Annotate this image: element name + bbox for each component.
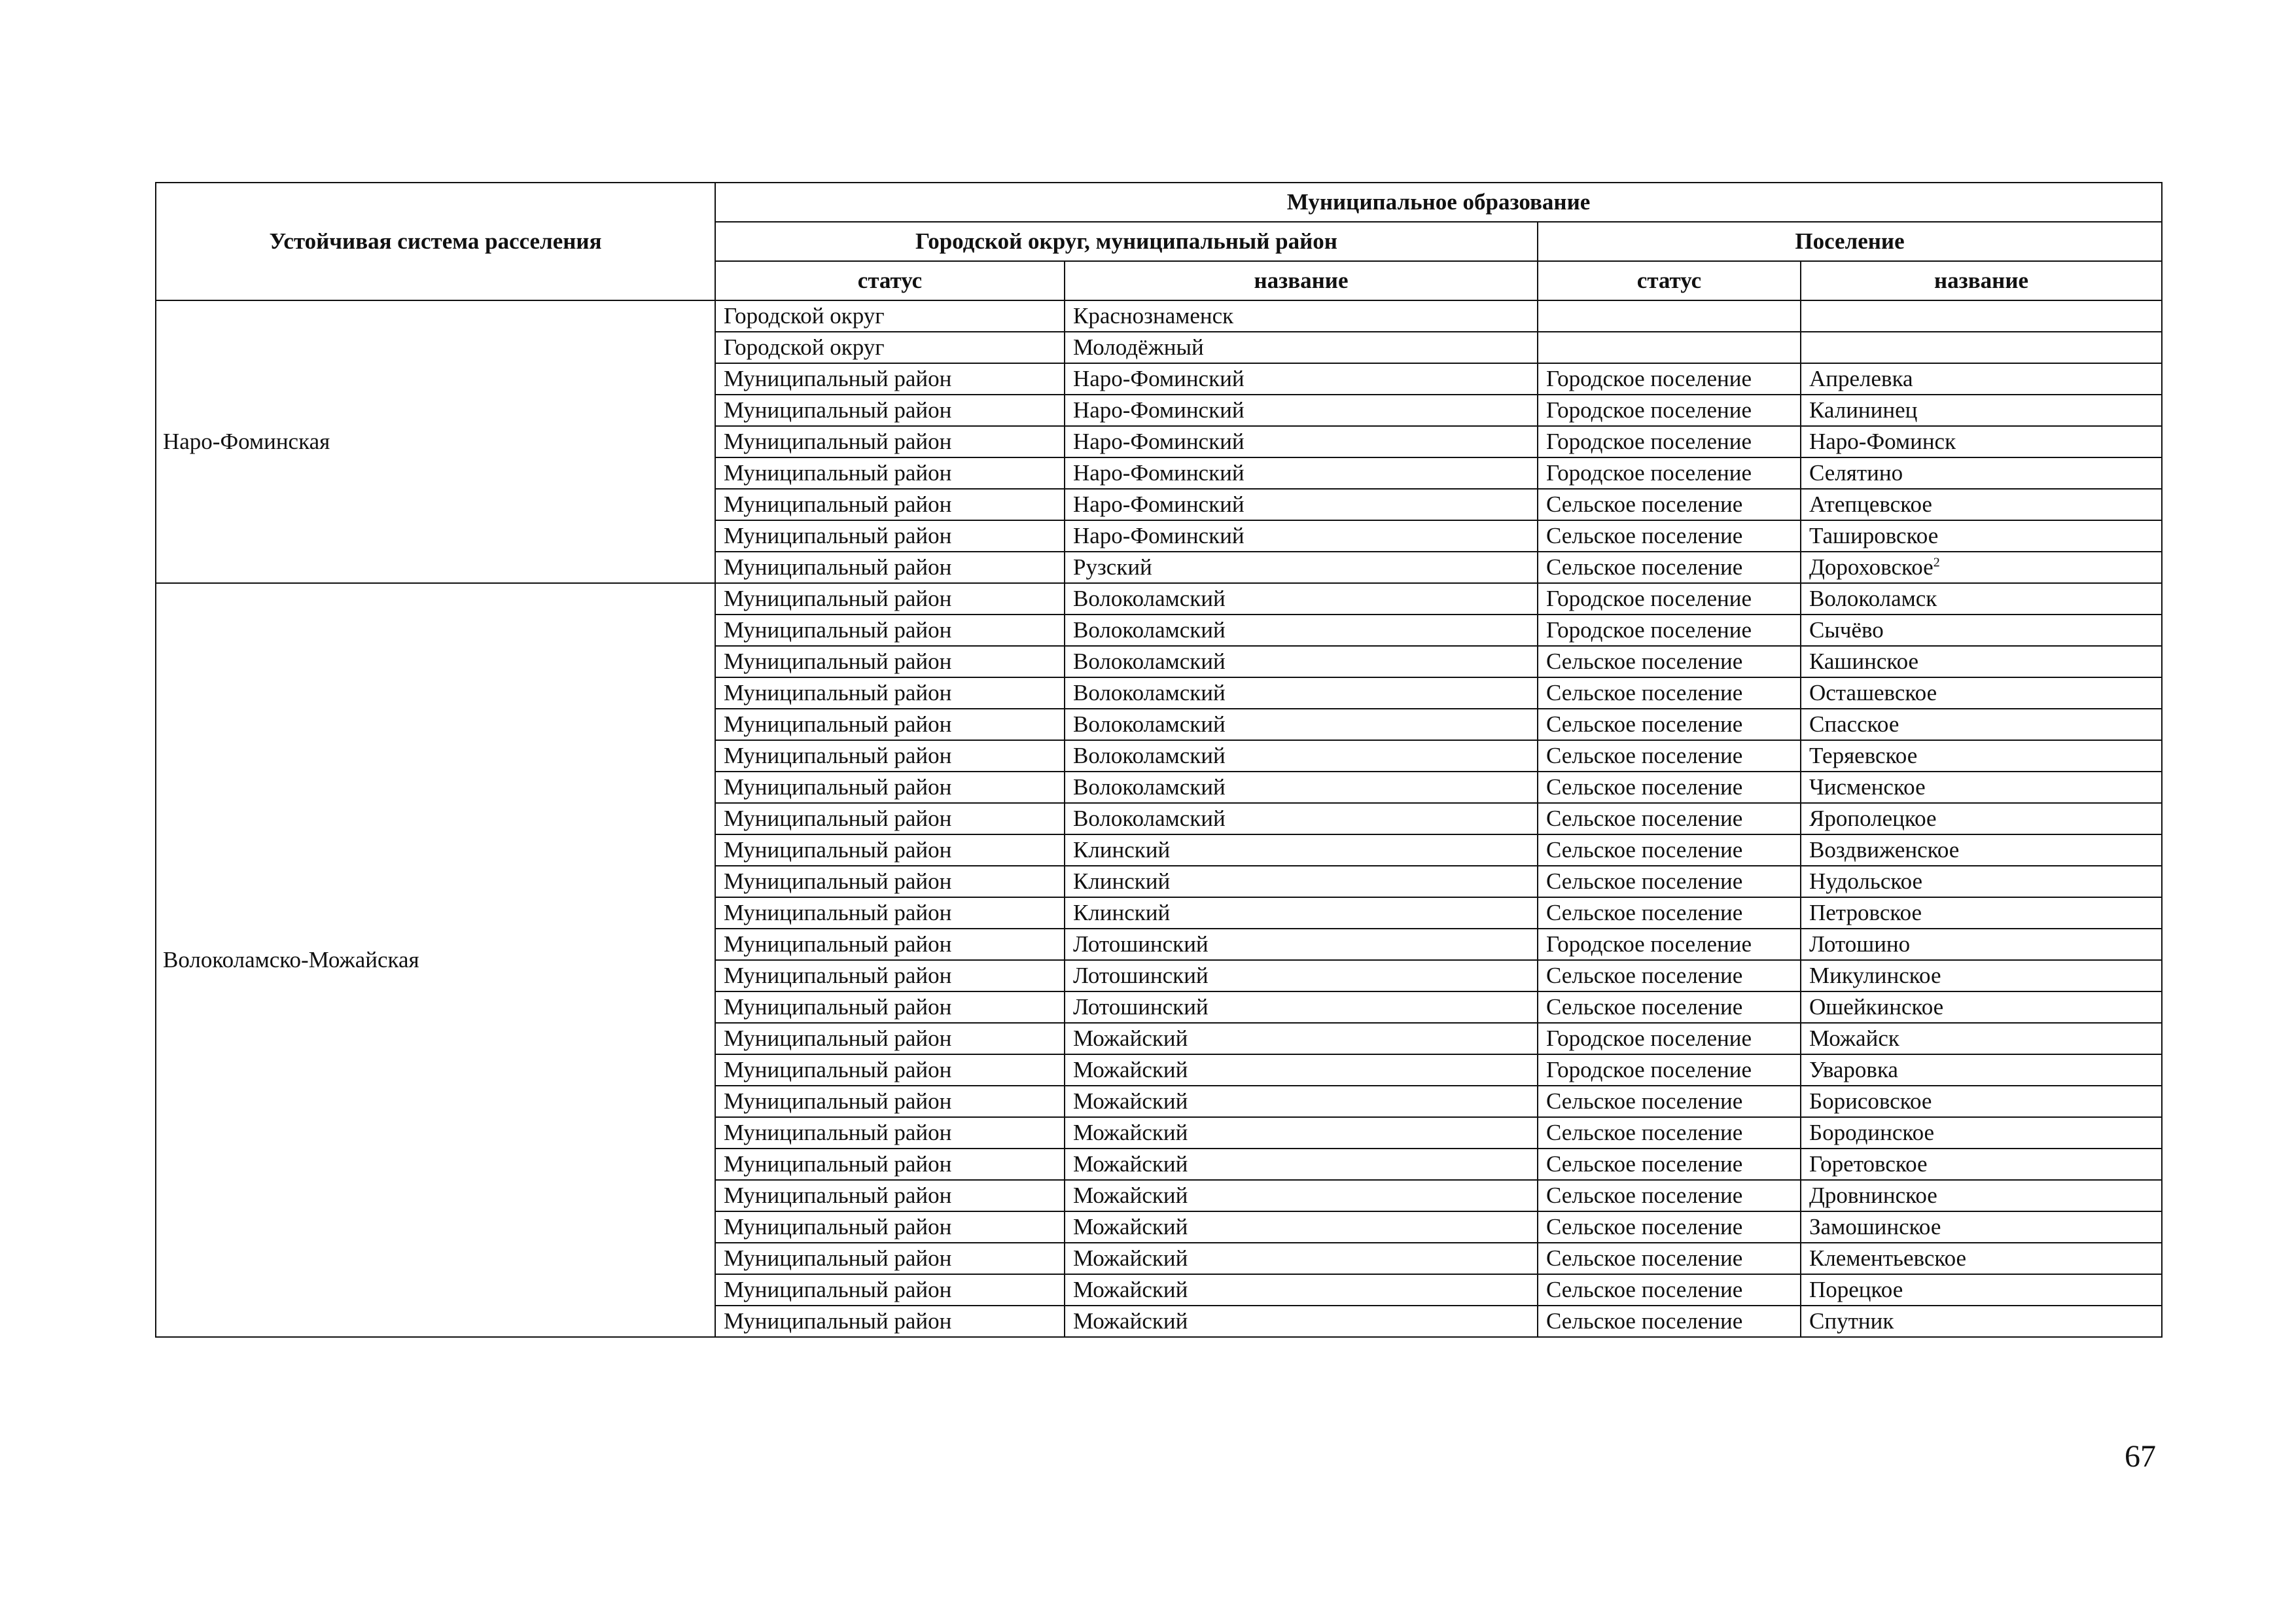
district-status-cell	[715, 583, 1065, 615]
district-status-text: Муниципальный район	[724, 1308, 952, 1334]
footnote-marker: 2	[1933, 554, 1940, 569]
settlement-name-cell	[1801, 1274, 2162, 1306]
settlement-status-text: Сельское поселение	[1546, 679, 1743, 705]
settlement-name-text: Борисовское	[1809, 1088, 1932, 1114]
settlement-status-text: Городское поселение	[1546, 616, 1752, 643]
settlement-name-cell	[1801, 615, 2162, 646]
settlement-name-cell	[1801, 426, 2162, 457]
settlement-name-text: Петровское	[1809, 899, 1922, 925]
settlement-status-text: Сельское поселение	[1546, 962, 1743, 988]
district-name-text: Можайский	[1073, 1056, 1188, 1082]
district-name-cell	[1065, 677, 1538, 709]
settlement-status-cell	[1538, 772, 1801, 803]
header-settlement-name: название	[1801, 261, 2162, 300]
settlement-name-text: Атепцевское	[1809, 491, 1932, 517]
district-status-text: Муниципальный район	[724, 585, 952, 611]
settlement-status-text: Городское поселение	[1546, 459, 1752, 486]
district-name-text: Волоколамский	[1073, 616, 1226, 643]
settlement-name-text: Микулинское	[1809, 962, 1941, 988]
settlement-name-cell	[1801, 552, 2162, 583]
district-status-cell	[715, 1274, 1065, 1306]
district-name-text: Волоколамский	[1073, 742, 1226, 768]
district-name-text: Можайский	[1073, 1245, 1188, 1271]
district-status-cell	[715, 960, 1065, 991]
settlement-name-text: Апрелевка	[1809, 365, 1913, 391]
district-name-cell	[1065, 552, 1538, 583]
district-name-cell	[1065, 1180, 1538, 1211]
district-name-text: Волоколамский	[1073, 711, 1226, 737]
table-row	[156, 300, 2162, 332]
settlement-status-text: Городское поселение	[1546, 428, 1752, 454]
district-status-text: Муниципальный район	[724, 931, 952, 957]
district-status-cell	[715, 991, 1065, 1023]
header-district-status: статус	[715, 261, 1065, 300]
settlement-status-cell	[1538, 457, 1801, 489]
district-name-text: Волоколамский	[1073, 805, 1226, 831]
district-status-text: Муниципальный район	[724, 1119, 952, 1145]
district-name-cell	[1065, 960, 1538, 991]
settlement-name-text: Теряевское	[1809, 742, 1918, 768]
settlement-status-text: Городское поселение	[1546, 931, 1752, 957]
settlement-name-cell	[1801, 1211, 2162, 1243]
district-status-text: Городской округ	[724, 302, 885, 329]
district-name-cell	[1065, 740, 1538, 772]
settlement-status-text: Сельское поселение	[1546, 774, 1743, 800]
district-status-cell	[715, 1243, 1065, 1274]
settlement-name-text: Можайск	[1809, 1025, 1899, 1051]
district-status-cell	[715, 615, 1065, 646]
settlement-name-text: Осташевское	[1809, 679, 1937, 705]
settlement-name-cell	[1801, 929, 2162, 960]
settlement-name-cell	[1801, 489, 2162, 520]
settlement-status-cell	[1538, 1243, 1801, 1274]
settlement-name-text: Горетовское	[1809, 1150, 1928, 1177]
settlement-name-text: Нудольское	[1809, 868, 1923, 894]
settlement-status-text: Сельское поселение	[1546, 522, 1743, 548]
table-row	[156, 583, 2162, 615]
district-name-cell	[1065, 489, 1538, 520]
settlement-name-text: Воздвиженское	[1809, 836, 1960, 863]
district-status-text: Городской округ	[724, 334, 885, 360]
district-status-text: Муниципальный район	[724, 1025, 952, 1051]
district-status-cell	[715, 1180, 1065, 1211]
district-name-text: Можайский	[1073, 1213, 1188, 1240]
district-name-text: Можайский	[1073, 1308, 1188, 1334]
settlement-status-text: Сельское поселение	[1546, 1119, 1743, 1145]
settlement-name-text: Чисменское	[1809, 774, 1926, 800]
settlement-name-text: Наро-Фоминск	[1809, 428, 1956, 454]
settlement-name-text: Лотошино	[1809, 931, 1911, 957]
settlement-name-text: Уваровка	[1809, 1056, 1898, 1082]
district-status-cell	[715, 834, 1065, 866]
district-status-cell	[715, 740, 1065, 772]
district-name-cell	[1065, 1054, 1538, 1086]
header-settlement-group: Поселение	[1538, 222, 2162, 261]
settlement-status-text: Городское поселение	[1546, 1056, 1752, 1082]
district-name-text: Лотошинский	[1073, 993, 1209, 1020]
settlement-status-cell	[1538, 615, 1801, 646]
settlement-name-cell	[1801, 803, 2162, 834]
district-name-cell	[1065, 583, 1538, 615]
district-name-text: Лотошинский	[1073, 962, 1209, 988]
settlement-name-text: Волоколамск	[1809, 585, 1937, 611]
district-name-cell	[1065, 615, 1538, 646]
district-name-cell	[1065, 395, 1538, 426]
settlement-status-cell	[1538, 897, 1801, 929]
district-name-cell	[1065, 1117, 1538, 1149]
district-status-text: Муниципальный район	[724, 522, 952, 548]
district-status-text: Муниципальный район	[724, 868, 952, 894]
district-name-cell	[1065, 834, 1538, 866]
settlement-name-cell	[1801, 991, 2162, 1023]
district-status-text: Муниципальный район	[724, 365, 952, 391]
district-status-text: Муниципальный район	[724, 616, 952, 643]
district-status-cell	[715, 1086, 1065, 1117]
district-name-cell	[1065, 803, 1538, 834]
district-status-cell	[715, 1306, 1065, 1337]
district-name-text: Наро-Фоминский	[1073, 522, 1245, 548]
district-status-cell	[715, 709, 1065, 740]
settlement-name-cell	[1801, 1149, 2162, 1180]
district-name-text: Наро-Фоминский	[1073, 491, 1245, 517]
district-name-cell	[1065, 709, 1538, 740]
settlement-system-cell: Волоколамско-Можайская	[156, 583, 715, 1337]
district-name-cell	[1065, 1023, 1538, 1054]
district-status-text: Муниципальный район	[724, 836, 952, 863]
district-status-cell	[715, 897, 1065, 929]
settlement-status-text: Сельское поселение	[1546, 1276, 1743, 1302]
district-status-cell	[715, 489, 1065, 520]
settlement-name-cell	[1801, 520, 2162, 552]
settlement-status-text: Сельское поселение	[1546, 993, 1743, 1020]
district-name-text: Лотошинский	[1073, 931, 1209, 957]
district-status-cell	[715, 457, 1065, 489]
district-name-text: Клинский	[1073, 868, 1171, 894]
district-status-cell	[715, 772, 1065, 803]
settlement-status-cell	[1538, 1149, 1801, 1180]
settlement-name-cell	[1801, 457, 2162, 489]
settlement-name-cell	[1801, 1023, 2162, 1054]
district-name-cell	[1065, 520, 1538, 552]
district-status-text: Муниципальный район	[724, 742, 952, 768]
settlement-status-cell	[1538, 1054, 1801, 1086]
settlement-status-cell	[1538, 300, 1801, 332]
settlement-name-text: Ярополецкое	[1809, 805, 1937, 831]
settlement-status-text: Сельское поселение	[1546, 1213, 1743, 1240]
district-status-cell	[715, 1149, 1065, 1180]
settlement-status-cell	[1538, 740, 1801, 772]
district-name-cell	[1065, 866, 1538, 897]
settlement-name-text: Калининец	[1809, 397, 1918, 423]
settlement-status-cell	[1538, 1306, 1801, 1337]
district-status-text: Муниципальный район	[724, 679, 952, 705]
district-status-cell	[715, 677, 1065, 709]
settlement-status-cell	[1538, 1086, 1801, 1117]
district-name-text: Рузский	[1073, 554, 1152, 580]
settlement-status-cell	[1538, 866, 1801, 897]
header-district-name: название	[1065, 261, 1538, 300]
settlement-status-cell	[1538, 677, 1801, 709]
district-name-text: Можайский	[1073, 1025, 1188, 1051]
settlement-name-cell	[1801, 583, 2162, 615]
district-status-text: Муниципальный район	[724, 1182, 952, 1208]
settlement-name-text: Дровнинское	[1809, 1182, 1937, 1208]
district-status-text: Муниципальный район	[724, 899, 952, 925]
district-status-text: Муниципальный район	[724, 774, 952, 800]
district-name-text: Можайский	[1073, 1119, 1188, 1145]
district-status-text: Муниципальный район	[724, 459, 952, 486]
settlement-status-text: Сельское поселение	[1546, 742, 1743, 768]
settlement-name-cell	[1801, 300, 2162, 332]
settlement-name-cell	[1801, 772, 2162, 803]
district-name-text: Наро-Фоминский	[1073, 459, 1245, 486]
district-name-text: Волоколамский	[1073, 679, 1226, 705]
settlement-status-text: Сельское поселение	[1546, 868, 1743, 894]
district-name-cell	[1065, 300, 1538, 332]
district-status-text: Муниципальный район	[724, 1276, 952, 1302]
settlement-status-text: Сельское поселение	[1546, 491, 1743, 517]
header-settlement-system: Устойчивая система расселения	[156, 183, 715, 300]
district-status-cell	[715, 395, 1065, 426]
settlement-status-text: Сельское поселение	[1546, 899, 1743, 925]
settlement-status-cell	[1538, 1117, 1801, 1149]
settlement-status-text: Городское поселение	[1546, 1025, 1752, 1051]
settlement-status-cell	[1538, 709, 1801, 740]
settlement-name-text: Клементьевское	[1809, 1245, 1967, 1271]
district-status-cell	[715, 363, 1065, 395]
district-name-cell	[1065, 457, 1538, 489]
district-name-cell	[1065, 991, 1538, 1023]
district-name-cell	[1065, 1274, 1538, 1306]
header-district-group: Городской округ, муниципальный район	[715, 222, 1538, 261]
district-status-cell	[715, 520, 1065, 552]
district-name-cell	[1065, 363, 1538, 395]
settlement-status-cell	[1538, 332, 1801, 363]
district-status-cell	[715, 332, 1065, 363]
settlement-name-cell	[1801, 740, 2162, 772]
district-status-text: Муниципальный район	[724, 554, 952, 580]
settlement-name-text: Сычёво	[1809, 616, 1884, 643]
district-status-cell	[715, 1054, 1065, 1086]
district-name-cell	[1065, 772, 1538, 803]
district-status-cell	[715, 929, 1065, 960]
settlement-status-text: Сельское поселение	[1546, 1245, 1743, 1271]
settlement-status-text: Городское поселение	[1546, 397, 1752, 423]
district-name-cell	[1065, 1086, 1538, 1117]
settlement-status-text: Сельское поселение	[1546, 711, 1743, 737]
settlement-status-cell	[1538, 646, 1801, 677]
settlement-status-text: Сельское поселение	[1546, 836, 1743, 863]
district-name-text: Можайский	[1073, 1150, 1188, 1177]
district-status-text: Муниципальный район	[724, 1088, 952, 1114]
district-name-text: Наро-Фоминский	[1073, 397, 1245, 423]
district-status-cell	[715, 426, 1065, 457]
settlement-status-text: Городское поселение	[1546, 585, 1752, 611]
settlement-status-text: Сельское поселение	[1546, 1182, 1743, 1208]
settlement-name-cell	[1801, 1243, 2162, 1274]
settlement-status-cell	[1538, 489, 1801, 520]
district-name-cell	[1065, 426, 1538, 457]
district-name-text: Молодёжный	[1073, 334, 1204, 360]
settlement-status-cell	[1538, 552, 1801, 583]
settlement-name-cell	[1801, 395, 2162, 426]
district-name-text: Наро-Фоминский	[1073, 365, 1245, 391]
settlement-status-cell	[1538, 803, 1801, 834]
settlement-name-text: Ташировское	[1809, 522, 1939, 548]
settlement-name-cell	[1801, 709, 2162, 740]
district-status-cell	[715, 646, 1065, 677]
settlement-name-text: Замошинское	[1809, 1213, 1941, 1240]
district-status-cell	[715, 300, 1065, 332]
district-status-text: Муниципальный район	[724, 648, 952, 674]
settlement-name-cell	[1801, 1054, 2162, 1086]
district-name-text: Клинский	[1073, 836, 1171, 863]
settlement-system-cell: Наро-Фоминская	[156, 300, 715, 583]
settlement-name-text: Спутник	[1809, 1308, 1894, 1334]
settlement-name-cell	[1801, 646, 2162, 677]
district-status-text: Муниципальный район	[724, 1213, 952, 1240]
settlement-table-container	[155, 182, 2161, 1338]
settlement-name-cell	[1801, 1086, 2162, 1117]
district-name-text: Волоколамский	[1073, 648, 1226, 674]
settlement-name-text: Спасское	[1809, 711, 1899, 737]
settlement-status-text: Сельское поселение	[1546, 1308, 1743, 1334]
settlement-name-cell	[1801, 834, 2162, 866]
table-header	[156, 183, 2162, 300]
district-name-text: Волоколамский	[1073, 585, 1226, 611]
settlement-status-text: Сельское поселение	[1546, 648, 1743, 674]
settlement-name-cell	[1801, 1180, 2162, 1211]
settlement-name-cell	[1801, 1306, 2162, 1337]
district-name-cell	[1065, 1211, 1538, 1243]
settlement-status-cell	[1538, 426, 1801, 457]
district-status-text: Муниципальный район	[724, 962, 952, 988]
page-number: 67	[2125, 1439, 2156, 1474]
settlement-status-text: Сельское поселение	[1546, 1150, 1743, 1177]
district-status-text: Муниципальный район	[724, 993, 952, 1020]
settlement-status-cell	[1538, 363, 1801, 395]
district-name-text: Волоколамский	[1073, 774, 1226, 800]
settlement-status-cell	[1538, 1180, 1801, 1211]
district-status-text: Муниципальный район	[724, 428, 952, 454]
settlement-name-cell	[1801, 897, 2162, 929]
district-name-text: Краснознаменск	[1073, 302, 1234, 329]
district-name-cell	[1065, 1306, 1538, 1337]
settlement-status-cell	[1538, 520, 1801, 552]
settlement-status-cell	[1538, 583, 1801, 615]
settlement-name-cell	[1801, 332, 2162, 363]
district-status-cell	[715, 1211, 1065, 1243]
district-name-text: Можайский	[1073, 1088, 1188, 1114]
settlement-name-text: Дороховское	[1809, 554, 1934, 580]
settlement-table	[155, 182, 2163, 1338]
settlement-name-cell	[1801, 866, 2162, 897]
district-status-cell	[715, 1023, 1065, 1054]
header-municipal-entity: Муниципальное образование	[715, 183, 2162, 222]
settlement-status-cell	[1538, 929, 1801, 960]
settlement-status-text: Городское поселение	[1546, 365, 1752, 391]
district-status-text: Муниципальный район	[724, 491, 952, 517]
settlement-name-text: Ошейкинское	[1809, 993, 1944, 1020]
settlement-status-cell	[1538, 1211, 1801, 1243]
district-name-text: Можайский	[1073, 1276, 1188, 1302]
settlement-name-cell	[1801, 363, 2162, 395]
district-status-text: Муниципальный район	[724, 397, 952, 423]
district-status-cell	[715, 866, 1065, 897]
settlement-name-cell	[1801, 1117, 2162, 1149]
settlement-name-text: Бородинское	[1809, 1119, 1935, 1145]
table-body	[156, 300, 2162, 1337]
settlement-name-text: Кашинское	[1809, 648, 1919, 674]
header-settlement-status: статус	[1538, 261, 1801, 300]
district-status-text: Муниципальный район	[724, 1150, 952, 1177]
district-status-cell	[715, 552, 1065, 583]
district-name-cell	[1065, 646, 1538, 677]
district-status-text: Муниципальный район	[724, 805, 952, 831]
district-name-cell	[1065, 929, 1538, 960]
settlement-status-text: Сельское поселение	[1546, 805, 1743, 831]
settlement-name-text: Селятино	[1809, 459, 1903, 486]
settlement-name-cell	[1801, 960, 2162, 991]
district-name-text: Клинский	[1073, 899, 1171, 925]
district-status-text: Муниципальный район	[724, 1245, 952, 1271]
settlement-status-text: Сельское поселение	[1546, 1088, 1743, 1114]
district-name-cell	[1065, 1149, 1538, 1180]
district-status-cell	[715, 1117, 1065, 1149]
settlement-status-cell	[1538, 395, 1801, 426]
district-name-text: Наро-Фоминский	[1073, 428, 1245, 454]
district-name-cell	[1065, 897, 1538, 929]
district-status-text: Муниципальный район	[724, 711, 952, 737]
settlement-status-cell	[1538, 991, 1801, 1023]
settlement-status-cell	[1538, 1023, 1801, 1054]
settlement-status-cell	[1538, 834, 1801, 866]
district-name-cell	[1065, 1243, 1538, 1274]
settlement-status-cell	[1538, 1274, 1801, 1306]
district-name-cell	[1065, 332, 1538, 363]
settlement-name-cell	[1801, 677, 2162, 709]
district-name-text: Можайский	[1073, 1182, 1188, 1208]
settlement-status-text: Сельское поселение	[1546, 554, 1743, 580]
district-status-cell	[715, 803, 1065, 834]
district-status-text: Муниципальный район	[724, 1056, 952, 1082]
settlement-name-text: Порецкое	[1809, 1276, 1903, 1302]
settlement-status-cell	[1538, 960, 1801, 991]
